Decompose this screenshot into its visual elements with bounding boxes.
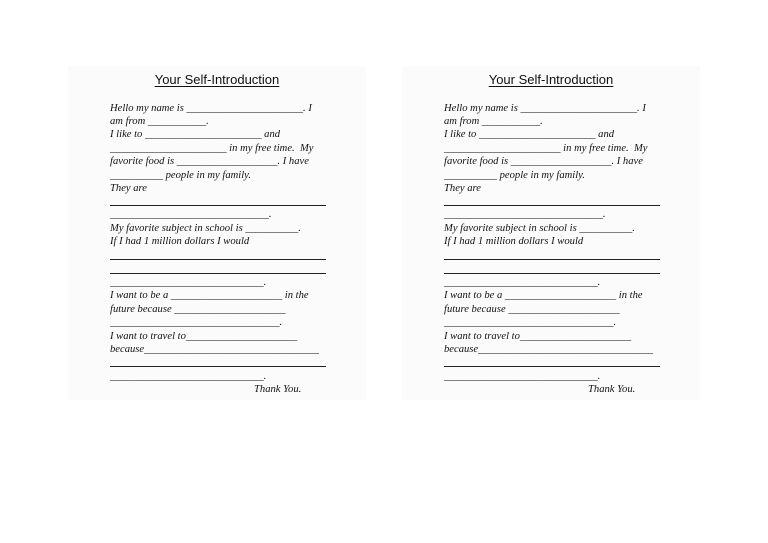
- prompt-million: If I had 1 million dollars I would: [110, 236, 250, 247]
- answer-line-end: _____________________________.: [110, 277, 267, 288]
- prompt-want-to-be: I want to be a _____________________ in the: [444, 290, 643, 301]
- prompt-because: because_________________________________: [444, 344, 653, 355]
- prompt-travel: I want to travel to_____________________: [444, 331, 632, 342]
- prompt-they-are: They are: [110, 183, 147, 194]
- prompt-food: favorite food is ___________________. I have: [444, 156, 643, 167]
- prompt-future: future because _____________________: [110, 304, 286, 315]
- thank-you-text: Thank You.: [254, 384, 302, 395]
- answer-line: [110, 205, 326, 206]
- prompt-from: am from ___________.: [110, 116, 209, 127]
- prompt-family: __________ people in my family.: [110, 170, 251, 181]
- worksheet-title: Your Self-Introduction: [488, 72, 614, 87]
- prompt-free-time: ______________________ in my free time. My: [444, 143, 648, 154]
- answer-line-end: _____________________________.: [444, 277, 601, 288]
- answer-line: [110, 259, 326, 260]
- answer-line: [110, 273, 326, 274]
- prompt-travel: I want to travel to_____________________: [110, 331, 298, 342]
- prompt-because: because_________________________________: [110, 344, 319, 355]
- answer-line-end: ______________________________.: [110, 209, 272, 220]
- prompt-name: Hello my name is ______________________. I: [444, 103, 646, 114]
- prompt-food: favorite food is ___________________. I have: [110, 156, 309, 167]
- answer-line: [444, 366, 660, 367]
- answer-line: [444, 259, 660, 260]
- prompt-free-time: ______________________ in my free time. My: [110, 143, 314, 154]
- prompt-subject: My favorite subject in school is __________.: [444, 223, 635, 234]
- answer-line-end: ________________________________.: [110, 317, 283, 328]
- answer-line-end: _____________________________.: [444, 371, 601, 382]
- answer-line-end: ______________________________.: [444, 209, 606, 220]
- prompt-want-to-be: I want to be a _____________________ in the: [110, 290, 309, 301]
- prompt-name: Hello my name is ______________________. I: [110, 103, 312, 114]
- prompt-from: am from ___________.: [444, 116, 543, 127]
- answer-line-end: ________________________________.: [444, 317, 617, 328]
- answer-line: [444, 205, 660, 206]
- answer-line: [110, 366, 326, 367]
- worksheet-right: [402, 66, 700, 400]
- answer-line: [444, 273, 660, 274]
- prompt-subject: My favorite subject in school is __________.: [110, 223, 301, 234]
- thank-you-text: Thank You.: [588, 384, 636, 395]
- prompt-they-are: They are: [444, 183, 481, 194]
- prompt-like: I like to ______________________ and: [444, 129, 615, 140]
- answer-line-end: _____________________________.: [110, 371, 267, 382]
- worksheet-left: [68, 66, 366, 400]
- prompt-million: If I had 1 million dollars I would: [444, 236, 584, 247]
- worksheet-title: Your Self-Introduction: [154, 72, 280, 87]
- prompt-family: __________ people in my family.: [444, 170, 585, 181]
- prompt-like: I like to ______________________ and: [110, 129, 281, 140]
- prompt-future: future because _____________________: [444, 304, 620, 315]
